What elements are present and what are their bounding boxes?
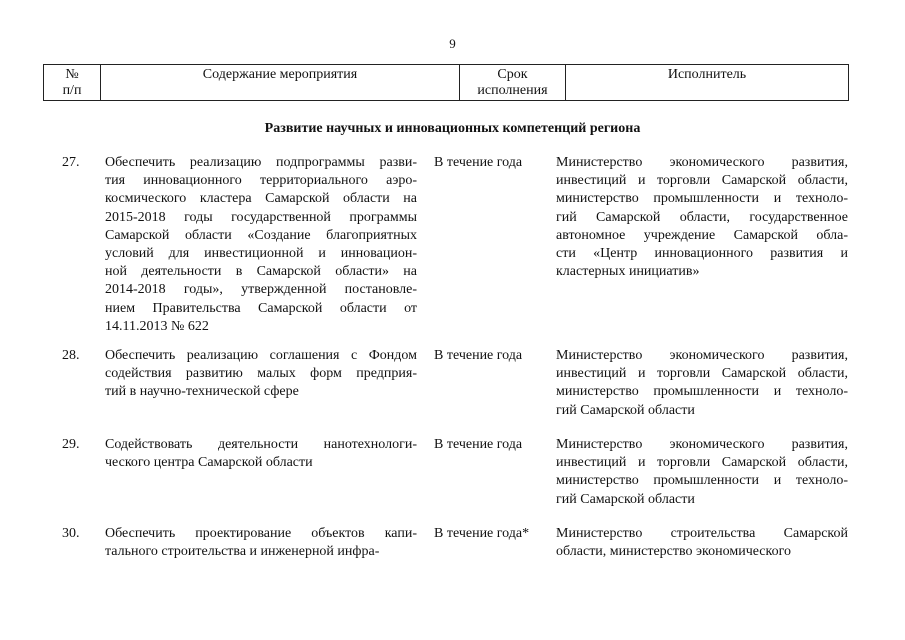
- row-executor-line: инвестиций и торговли Самарской области,: [556, 455, 848, 471]
- row-content-line: нием Правительства Самарской области от: [105, 300, 417, 316]
- row-term: В течение года: [434, 437, 523, 452]
- row-executor-line: гий Самарской области: [556, 491, 695, 507]
- row-executor-line: инвестиций и торговли Самарской области,: [556, 366, 848, 382]
- section-title: Развитие научных и инновационных компетенций региона: [264, 121, 641, 136]
- row-content-line: Обеспечить реализацию подпрограммы разви-: [105, 155, 417, 170]
- header-num-line2: п/п: [62, 83, 82, 98]
- row-content: [105, 525, 417, 561]
- row-executor-line: автономное учреждение Самарской обла-: [556, 227, 848, 243]
- row-executor-line: Министерство экономического развития,: [556, 155, 848, 170]
- row-content-line: содействия развитию малых форм предприя-: [105, 366, 417, 382]
- row-content-line: ной деятельности в Самарской области» на: [105, 264, 417, 280]
- row-executor-line: министерство промышленности и техноло-: [556, 384, 848, 400]
- row-content-line: ческого центра Самарской области: [105, 455, 313, 471]
- header-executor-cell: [566, 65, 848, 100]
- header-term-cell: [460, 65, 566, 100]
- row-executor-line: министерство промышленности и техноло-: [556, 191, 848, 207]
- row-term: В течение года: [434, 348, 523, 363]
- row-content-line: тия инновационного территориального аэро-: [105, 173, 417, 189]
- row-executor-line: гий Самарской области: [556, 402, 695, 418]
- row-content: [105, 436, 417, 472]
- row-executor-line: Министерство экономического развития,: [556, 437, 848, 452]
- table-header: [43, 64, 849, 101]
- row-content-line: тий в научно-технической сфере: [105, 384, 299, 400]
- header-num-line1: №: [65, 67, 79, 82]
- header-content: Содержание мероприятия: [202, 67, 358, 82]
- row-content: [105, 347, 417, 402]
- row-executor-line: Министерство строительства Самарской: [556, 526, 848, 541]
- header-content-cell: [101, 65, 460, 100]
- row-content-line: 2014-2018 годы», утвержденной постановле-: [105, 282, 417, 298]
- row-number: 29.: [62, 437, 80, 452]
- row-executor: [556, 525, 848, 561]
- header-term-line2: исполнения: [477, 83, 548, 98]
- row-executor-line: инвестиций и торговли Самарской области,: [556, 173, 848, 189]
- row-number: 28.: [62, 348, 80, 363]
- row-executor: [556, 347, 848, 420]
- row-term: В течение года: [434, 155, 523, 170]
- row-content-line: Содействовать деятельности нанотехнологи-: [105, 437, 417, 452]
- row-executor: [556, 436, 848, 509]
- row-content-line: Обеспечить проектирование объектов капи-: [105, 526, 417, 541]
- row-number: 27.: [62, 155, 80, 170]
- row-executor-line: Министерство экономического развития,: [556, 348, 848, 363]
- row-content: [105, 154, 417, 336]
- header-term-line1: Срок: [497, 67, 528, 82]
- row-executor-line: области, министерство экономического: [556, 544, 792, 560]
- row-executor-line: сти «Центр инновационного развития и: [556, 246, 848, 262]
- row-executor: [556, 154, 848, 281]
- row-executor-line: гий Самарской области, государственное: [556, 209, 848, 225]
- row-content-line: Самарской области «Создание благоприятных: [105, 227, 417, 243]
- row-content-line: условий для инвестиционной и инновацион-: [105, 246, 417, 262]
- row-content-line: Обеспечить реализацию соглашения с Фондом: [105, 348, 417, 363]
- row-number: 30.: [62, 526, 80, 541]
- row-executor-line: кластерных инициатив»: [556, 264, 700, 280]
- row-content-line: тального строительства и инженерной инфра-: [105, 544, 380, 560]
- row-term: В течение года*: [434, 526, 530, 541]
- row-executor-line: министерство промышленности и техноло-: [556, 473, 848, 489]
- page-number: 9: [449, 36, 456, 51]
- header-executor: Исполнитель: [667, 67, 747, 82]
- header-num-cell: [44, 65, 101, 100]
- row-content-line: 14.11.2013 № 622: [105, 318, 209, 334]
- row-content-line: космического кластера Самарской области на: [105, 191, 417, 207]
- row-content-line: 2015-2018 годы государственной программы: [105, 209, 417, 225]
